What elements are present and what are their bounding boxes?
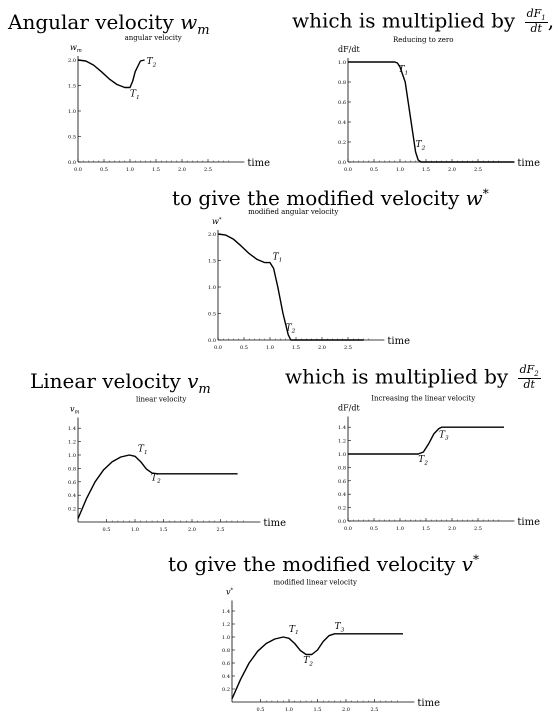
y-tick-label: 0.4 — [222, 674, 230, 680]
y-tick-label: 0.6 — [338, 478, 346, 485]
annotation-t1: $T_1$ — [289, 624, 299, 637]
x-tick-label: 1.5 — [159, 527, 168, 533]
y-axis-label: dF/dt — [338, 403, 360, 413]
x-tick-label: 2.5 — [204, 167, 212, 173]
x-tick-label: 0.5 — [370, 526, 378, 532]
x-tick-label: 0.5 — [256, 707, 265, 713]
heading-modified-angular: to give the modified velocity w* — [172, 186, 489, 210]
x-axis-label: time — [247, 158, 271, 169]
x-axis-label: time — [517, 158, 541, 169]
y-tick-label: 1.0 — [338, 452, 346, 458]
heading-multiplied-f1: which is multiplied by $\frac{dF_1}{dt}$ , — [292, 7, 554, 36]
x-tick-label: 1.5 — [152, 167, 160, 173]
fraction-df1-dt: $\frac{dF_1}{dt}$ — [526, 7, 546, 36]
x-tick-label: 1.5 — [422, 167, 430, 173]
x-tick-label: 2.0 — [448, 526, 456, 532]
x-tick-label: 2.5 — [216, 527, 225, 533]
y-tick-label: 0.8 — [68, 466, 76, 473]
y-tick-label: 0.6 — [222, 661, 230, 667]
heading-multiplied-f2: which is multiplied by $\frac{dF_2}{dt}$ — [285, 363, 539, 392]
annotation-t2: $T_2$ — [285, 323, 296, 335]
x-tick-label: 1.0 — [285, 707, 293, 713]
y-tick-label: 0.6 — [338, 100, 346, 106]
annotation-t2: $T_2$ — [146, 57, 157, 69]
y-tick-label: 1.2 — [338, 438, 346, 445]
x-axis-label: time — [387, 336, 411, 347]
x-axis-label: time — [417, 698, 441, 709]
annotation-t2: $T_2$ — [415, 140, 426, 152]
y-tick-label: 0.2 — [68, 506, 76, 513]
x-tick-label: 0.5 — [100, 167, 108, 173]
x-tick-label: 1.5 — [292, 345, 300, 351]
y-tick-label: 0.2 — [222, 687, 230, 693]
x-tick-label: 2.0 — [188, 527, 196, 533]
annotation-t3: $T_3$ — [334, 622, 345, 634]
x-tick-label: 0.0 — [344, 167, 352, 173]
x-tick-label: 1.0 — [131, 527, 139, 533]
x-tick-label: 0.0 — [214, 345, 222, 351]
annotation-t1: $T_1$ — [398, 65, 409, 77]
chart-title: angular velocity — [124, 34, 182, 42]
y-tick-label: 0.6 — [68, 479, 76, 486]
y-tick-label: 0.0 — [338, 160, 346, 166]
x-tick-label: 0.5 — [370, 167, 378, 173]
annotation-t2: $T_2$ — [418, 455, 428, 467]
y-tick-label: 1.0 — [338, 60, 346, 66]
x-tick-label: 2.0 — [342, 707, 350, 713]
x-tick-label: 2.5 — [474, 167, 482, 173]
heading-angular-velocity: Angular velocity $w_m$ — [8, 10, 210, 38]
y-axis-label: w* — [212, 216, 222, 226]
y-tick-label: 0.8 — [338, 465, 346, 472]
y-tick-label: 0.2 — [338, 140, 346, 146]
x-tick-label: 2.0 — [448, 167, 456, 173]
x-tick-label: 1.5 — [313, 707, 322, 713]
y-tick-label: 0.8 — [222, 648, 230, 654]
chart-title: linear velocity — [136, 395, 187, 404]
y-tick-label: 1.0 — [222, 635, 230, 641]
chart-title: Reducing to zero — [392, 36, 454, 44]
series-line — [232, 634, 403, 699]
heading-modified-linear: to give the modified velocity v* — [168, 552, 479, 576]
annotation-t2: $T_2$ — [150, 473, 161, 485]
x-tick-label: 1.0 — [126, 167, 134, 173]
y-tick-label: 2.0 — [208, 232, 216, 238]
annotation-t2: $T_2$ — [303, 656, 313, 668]
y-tick-label: 1.5 — [208, 258, 216, 265]
y-tick-label: 1.2 — [68, 439, 76, 446]
y-tick-label: 1.0 — [208, 285, 216, 291]
x-tick-label: 1.5 — [422, 526, 430, 532]
chart-title: modified linear velocity — [273, 578, 357, 587]
y-tick-label: 1.4 — [222, 609, 230, 615]
x-tick-label: 1.0 — [396, 167, 404, 173]
y-tick-label: 1.2 — [222, 622, 230, 628]
y-tick-label: 0.5 — [68, 134, 76, 141]
x-tick-label: 1.0 — [396, 526, 404, 532]
y-tick-label: 0.4 — [68, 493, 76, 500]
y-tick-label: 1.4 — [68, 426, 76, 433]
x-tick-label: 0.5 — [240, 345, 248, 351]
chart-title: modified angular velocity — [248, 208, 339, 216]
y-tick-label: 1.0 — [68, 109, 76, 115]
x-axis-label: time — [517, 517, 541, 528]
y-tick-label: 0.4 — [338, 120, 346, 126]
x-tick-label: 0.0 — [74, 167, 82, 173]
y-tick-label: 0.0 — [338, 519, 346, 525]
y-tick-label: 1.4 — [338, 425, 346, 432]
y-tick-label: 2.0 — [68, 58, 76, 64]
x-tick-label: 0.0 — [344, 526, 352, 532]
y-axis-label: $v_m$ — [70, 404, 80, 416]
x-tick-label: 1.0 — [266, 345, 274, 351]
y-tick-label: 1.0 — [68, 453, 76, 459]
annotation-t1: $T_1$ — [137, 444, 148, 456]
fraction-df2-dt: $\frac{dF_2}{dt}$ — [519, 363, 539, 392]
y-tick-label: 0.0 — [68, 160, 76, 166]
heading-linear-velocity: Linear velocity $v_m$ — [30, 369, 211, 397]
annotation-t3: $T_3$ — [439, 430, 449, 442]
x-tick-label: 0.5 — [102, 527, 111, 533]
y-tick-label: 0.5 — [208, 311, 216, 318]
x-tick-label: 2.5 — [344, 345, 352, 351]
x-tick-label: 2.0 — [178, 167, 186, 173]
annotation-t1: $T_1$ — [272, 252, 283, 264]
x-tick-label: 2.5 — [474, 526, 482, 532]
y-tick-label: 1.5 — [68, 83, 76, 90]
y-tick-label: 0.2 — [338, 505, 346, 512]
y-tick-label: 0.0 — [208, 338, 216, 344]
x-tick-label: 2.5 — [370, 707, 379, 713]
y-axis-label: v* — [226, 587, 234, 597]
chart-title: Increasing the linear velocity — [371, 394, 476, 403]
y-axis-label: $w_m$ — [70, 43, 82, 54]
annotation-t1: $T_1$ — [130, 89, 140, 101]
y-tick-label: 0.4 — [338, 492, 346, 499]
x-tick-label: 2.0 — [318, 345, 326, 351]
x-axis-label: time — [263, 518, 287, 529]
y-tick-label: 0.8 — [338, 80, 346, 86]
y-axis-label: dF/dt — [338, 45, 360, 54]
